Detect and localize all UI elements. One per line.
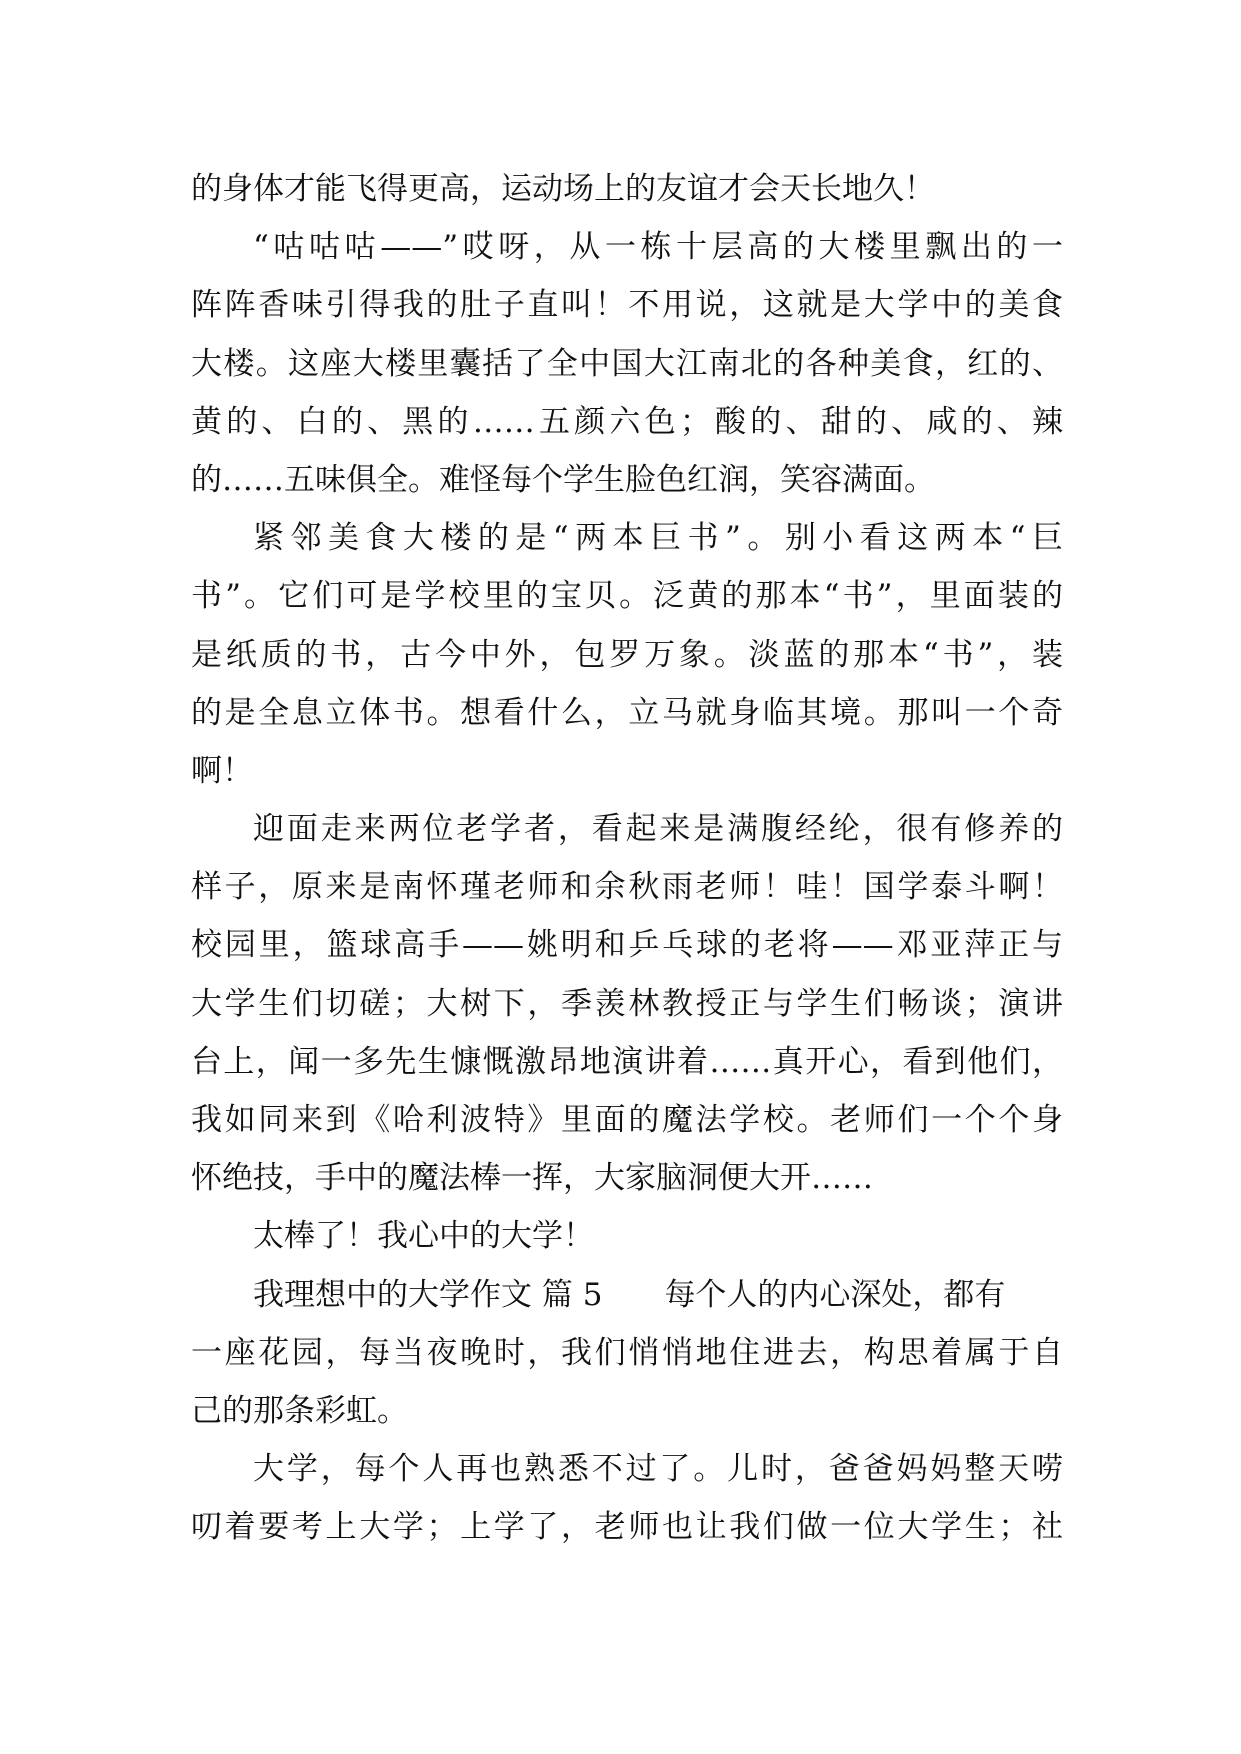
text-line: 大楼。这座大楼里囊括了全中国大江南北的各种美食，红的、 (191, 345, 1063, 382)
paragraph (191, 1440, 1063, 1556)
paragraph (191, 1207, 1063, 1265)
text-line: 黄的、白的、黑的……五颜六色；酸的、甜的、咸的、辣 (191, 403, 1063, 440)
inline-text: 每个人的内心深处，都有 (664, 1276, 1006, 1313)
paragraph (191, 1266, 1063, 1441)
text-line: 一座花园，每当夜晚时，我们悄悄地住进去，构思着属于自 (191, 1334, 1063, 1371)
text-line (191, 1266, 1063, 1324)
text-line: 啊！ (191, 752, 253, 789)
text-line: 阵阵香味引得我的肚子直叫！不用说，这就是大学中的美食 (191, 287, 1063, 324)
text-line: 大学生们切磋；大树下，季羡林教授正与学生们畅谈；演讲 (191, 985, 1063, 1022)
text-line: 太棒了！我心中的大学！ (253, 1218, 594, 1255)
text-line: 校园里，篮球高手——姚明和乒乓球的老将——邓亚萍正与 (191, 927, 1063, 964)
text-line: 己的那条彩虹。 (191, 1392, 408, 1429)
paragraph (191, 218, 1063, 509)
text-line: 紧邻美食大楼的是“两本巨书”。别小看这两本“巨 (253, 520, 1063, 557)
text-line: 我如同来到《哈利波特》里面的魔法学校。老师们一个个身 (191, 1102, 1063, 1138)
text-line: 是纸质的书，古今中外，包罗万象。淡蓝的那本“书”，装 (191, 636, 1063, 673)
paragraph (191, 509, 1063, 800)
text-line: 的是全息立体书。想看什么，立马就身临其境。那叫一个奇 (191, 694, 1063, 731)
text-line: “咕咕咕——”哎呀，从一栋十层高的大楼里飘出的一 (253, 229, 1063, 266)
paragraph (191, 160, 1063, 218)
document-body (191, 160, 1063, 1557)
text-line: 叨着要考上大学；上学了，老师也让我们做一位大学生；社 (191, 1509, 1063, 1546)
text-line: 的……五味俱全。难怪每个学生脸色红润，笑容满面。 (191, 461, 935, 498)
text-line: 迎面走来两位老学者，看起来是满腹经纶，很有修养的 (253, 811, 1063, 848)
paragraph (191, 800, 1063, 1207)
text-line: 样子，原来是南怀瑾老师和余秋雨老师！哇！国学泰斗啊！ (191, 869, 1063, 906)
text-line: 怀绝技，手中的魔法棒一挥，大家脑洞便大开…… (191, 1160, 873, 1197)
text-line: 书”。它们可是学校里的宝贝。泛黄的那本“书”，里面装的 (191, 578, 1063, 615)
section-heading: 我理想中的大学作文 篇 5 (253, 1276, 603, 1313)
text-line: 的身体才能飞得更高，运动场上的友谊才会天长地久！ (191, 171, 935, 207)
text-line: 大学，每个人再也熟悉不过了。儿时，爸爸妈妈整天唠 (253, 1451, 1063, 1488)
text-line: 台上，闻一多先生慷慨激昂地演讲着……真开心，看到他们， (191, 1043, 1063, 1080)
